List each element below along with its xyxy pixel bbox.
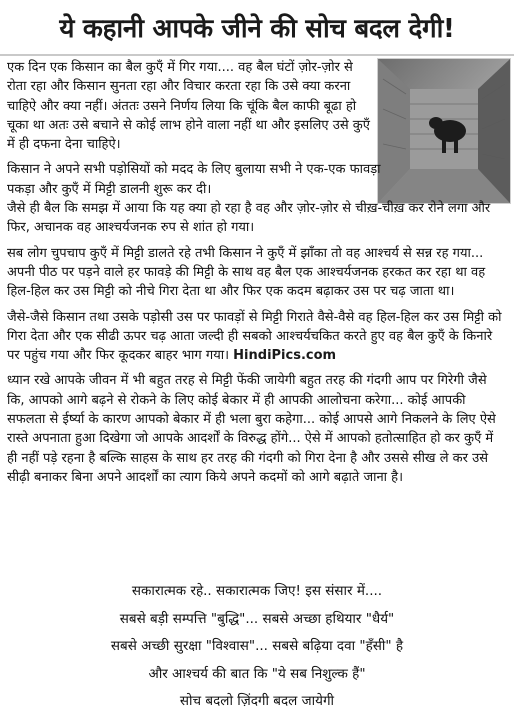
story-paragraph-3: सब लोग चुपचाप कुएँ में मिट्टी डालते रहे तभी किसान ने कुएँ में झाँका तो वह आश्चर्य से सन्न रह गया... अपनी पीठ पर पड़ने वाले हर फावड़े की मिट्टी के साथ वह बैल एक आश्चर्यजनक हरकत कर रहा था वह हिल-हिल कर उस मिट्टी को नीचे गिरा देता था और फिर एक कदम बढ़ाकर उस पर चढ़ जाता था। (7, 245, 486, 300)
quote-line: सबसे अच्छी सुरक्षा "विश्वास"... सबसे बढ़िया दवा "हँसी" है (110, 638, 404, 654)
story-paragraph-2: किसान ने अपने सभी पड़ोसियों को मदद के लिए बुलाया सभी ने एक-एक फावड़ा पकड़ा और कुएँ में मिट्टी डालनी शुरू कर दी। (7, 162, 381, 197)
story-paragraph-4-text: जैसे-जैसे किसान तथा उसके पड़ोसी उस पर फावड़ों से मिट्टी गिराते वैसे-वैसे वह हिल-हिल कर उस मिट्टी को गिरा देता और एक सीढी ऊपर चढ़ आता जल्दी ही सबको आश्चर्यचकित करते हुए वह बैल कुएँ के किनारे पर पहुंच गया और फिर कूदकर बाहर भाग गया। (7, 309, 502, 364)
quote-line: सकारात्मक रहे.. सकारात्मक जिए! इस संसार में.... (131, 583, 383, 599)
quote-line: सबसे बड़ी सम्पत्ति "बुद्धि"... सबसे अच्छा हथियार "धैर्य" (119, 610, 395, 627)
quote-line: और आश्चर्य की बात कि "ये सब निशुल्क हैं" (148, 665, 366, 682)
title-bar (0, 0, 514, 56)
quotes-block (0, 578, 514, 716)
watermark: HindiPics.com (233, 348, 337, 364)
moral-paragraph: ध्यान रखे आपके जीवन में भी बहुत तरह से मिट्टी फेंकी जायेगी बहुत तरह की गंदगी आप पर गिरेगी जैसे कि, आपको आगे बढ़ने से रोकने के लिए कोई बेकार में ही आपकी आलोचना करेगा... कोई आपकी सफलता से ईर्ष्या के कारण आपको बेकार में ही भला बुरा कहेगा... कोई आपसे आगे निकलने के लिए ऐसे रास्ते अपनाता हुआ दिखेगा जो आपके आदर्शों के विरुद्ध होंगे... ऐसे में आपको हतोत्साहित हो कर कुएँ में ही नहीं पड़े रहना है बल्कि साहस के साथ हर तरह की गंदगी को गिरा देना है और उससे सीख ले कर उसे सीढ़ी बनाकर बिना अपने आदर्शों का त्याग किये अपने कदमों को आगे बढ़ाते जाना है। (7, 373, 496, 485)
story-paragraph-2-continued: जैसे ही बैल कि समझ में आया कि यह क्या हो रहा है वह और ज़ोर-ज़ोर से चीख़-चीख़ कर रोने लगा और फिर, अचानक वह आश्चर्यजनक रुप से शांत हो गया। (7, 201, 491, 236)
quote-line: सोच बदलो ज़िंदगी बदल जायेगी (179, 693, 335, 709)
story-paragraph-4 (7, 308, 507, 366)
page-title: ये कहानी आपके जीने की सोच बदल देगी! (59, 14, 455, 44)
story-body (7, 58, 507, 493)
story-paragraph-1: एक दिन एक किसान का बैल कुएँ में गिर गया.... वह बैल घंटों ज़ोर-ज़ोर से रोता रहा और किसान सुनता रहा और विचार करता रहा कि उसे क्या करना चाहिऐ और क्या नहीं। अंततः उसने निर्णय लिया कि चूंकि बैल काफी बूढा हो चूका था अतः उसे बचाने से कोई लाभ होने वाला नहीं था और इसलिए उसे कुएँ में ही दफना देना चाहिऐ। (7, 60, 370, 153)
